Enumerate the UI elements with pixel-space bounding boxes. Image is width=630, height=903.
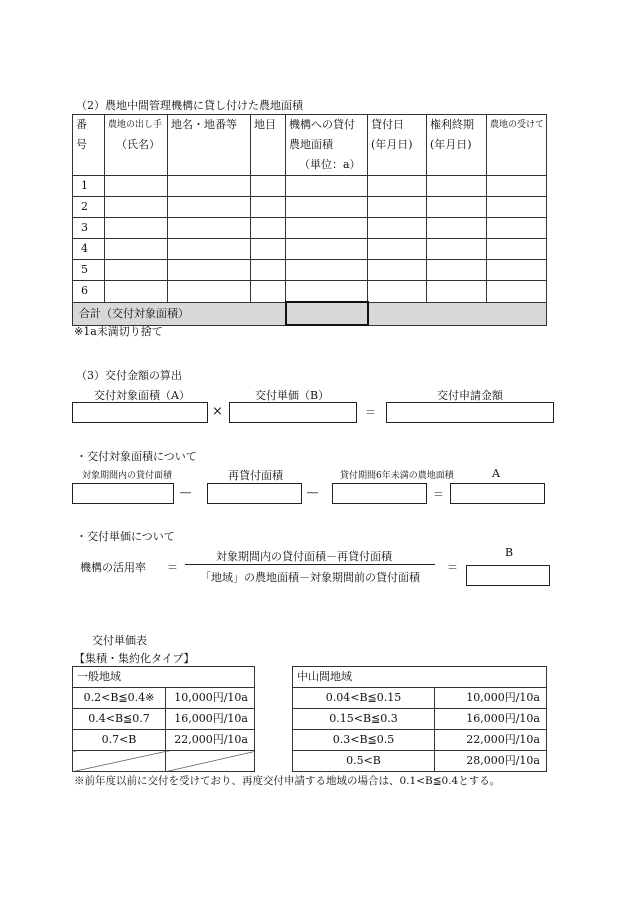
label-release-area: 再貸付面積: [228, 469, 283, 482]
label-short-lease-area: 貸付期間6年未満の農地面積: [340, 471, 454, 481]
b-result-field[interactable]: [466, 565, 550, 586]
application-amount-field[interactable]: [386, 402, 554, 423]
rounding-note: ※1a未満切り捨て: [74, 325, 163, 338]
label-application-amount: 交付申請金額: [437, 389, 503, 402]
header-parcel: 地名・地番等: [168, 115, 251, 176]
table-row: [73, 751, 255, 772]
formula-numerator: 対象期間内の貸付面積－再貸付面積: [216, 550, 392, 563]
release-area-field[interactable]: [207, 483, 302, 504]
equals-sign-2: ＝: [433, 488, 444, 501]
table-row: 0.3<B≦0.5 22,000円/10a: [293, 730, 547, 751]
equals-sign-3: ＝: [167, 561, 178, 574]
period-lease-area-field[interactable]: [72, 483, 174, 504]
table-row: 2: [73, 197, 547, 218]
empty-diagonal-cell: [73, 751, 166, 772]
label-target-area: 交付対象面積（A）: [94, 389, 190, 402]
price-footnote: ※前年度以前に交付を受けており、再度交付申請する地域の場合は、0.1<B≦0.4とする。: [74, 775, 501, 787]
header-lend-date: 貸付日 (年月日): [368, 115, 427, 176]
table-row: 0.5<B 28,000円/10a: [293, 751, 547, 772]
label-a: A: [492, 467, 500, 480]
table-row: 6: [73, 281, 547, 303]
formula-denominator: 「地域」の農地面積－対象期間前の貸付面積: [200, 571, 420, 584]
utilization-rate-label: 機構の活用率: [80, 561, 146, 574]
table-row: 0.2<B≦0.4※ 10,000円/10a: [73, 688, 255, 709]
total-row: [73, 302, 547, 325]
header-category: 地目: [251, 115, 286, 176]
table-row: 3: [73, 218, 547, 239]
price-table-title: 交付単価表: [92, 634, 147, 647]
section3-title: （3）交付金額の算出: [76, 369, 182, 382]
total-label: 合計（交付対象面積）: [73, 302, 286, 325]
price-table-type: 【集積・集約化タイプ】: [74, 652, 195, 665]
times-sign: ×: [212, 404, 223, 419]
label-b: B: [505, 546, 514, 559]
target-area-field[interactable]: [72, 402, 208, 423]
unit-calc-title: ・交付単価について: [76, 530, 175, 543]
table-row: 0.04<B≦0.15 10,000円/10a: [293, 688, 547, 709]
header-lender: 農地の出し手 （氏名）: [105, 115, 168, 176]
area-calc-title: ・交付対象面積について: [76, 450, 197, 463]
short-lease-area-field[interactable]: [332, 483, 427, 504]
table-row: 5: [73, 260, 547, 281]
mountain-area-table: [292, 666, 547, 772]
header-receiver: 農地の受けて: [487, 115, 547, 176]
header-number: 番 号: [73, 115, 105, 176]
table-row: 0.15<B≦0.3 16,000円/10a: [293, 709, 547, 730]
minus-sign-2: ―: [307, 486, 318, 499]
header-area: 機構への貸付 農地面積 （単位：a）: [286, 115, 368, 176]
table-row: 0.4<B≦0.7 16,000円/10a: [73, 709, 255, 730]
total-area-field[interactable]: [286, 302, 368, 325]
general-area-table: [72, 666, 255, 772]
minus-sign-1: ―: [180, 486, 191, 499]
section2-title: （2）農地中間管理機構に貸し付けた農地面積: [76, 99, 303, 112]
fraction-line: [185, 564, 435, 565]
table-row: 1: [73, 176, 547, 197]
a-result-field[interactable]: [450, 483, 545, 504]
general-header: 一般地域: [73, 667, 255, 688]
label-unit-price: 交付単価（B）: [255, 389, 330, 402]
table-row: 0.7<B 22,000円/10a: [73, 730, 255, 751]
header-term-end: 権利終期 (年月日): [427, 115, 487, 176]
equals-sign-4: ＝: [447, 561, 458, 574]
table-row: 4: [73, 239, 547, 260]
mountain-header: 中山間地域: [293, 667, 547, 688]
unit-price-field[interactable]: [229, 402, 357, 423]
equals-sign: ＝: [365, 406, 376, 419]
label-period-lease-area: 対象期間内の貸付面積: [82, 471, 173, 481]
empty-diagonal-cell: [166, 751, 255, 772]
lease-area-table: [72, 114, 547, 326]
